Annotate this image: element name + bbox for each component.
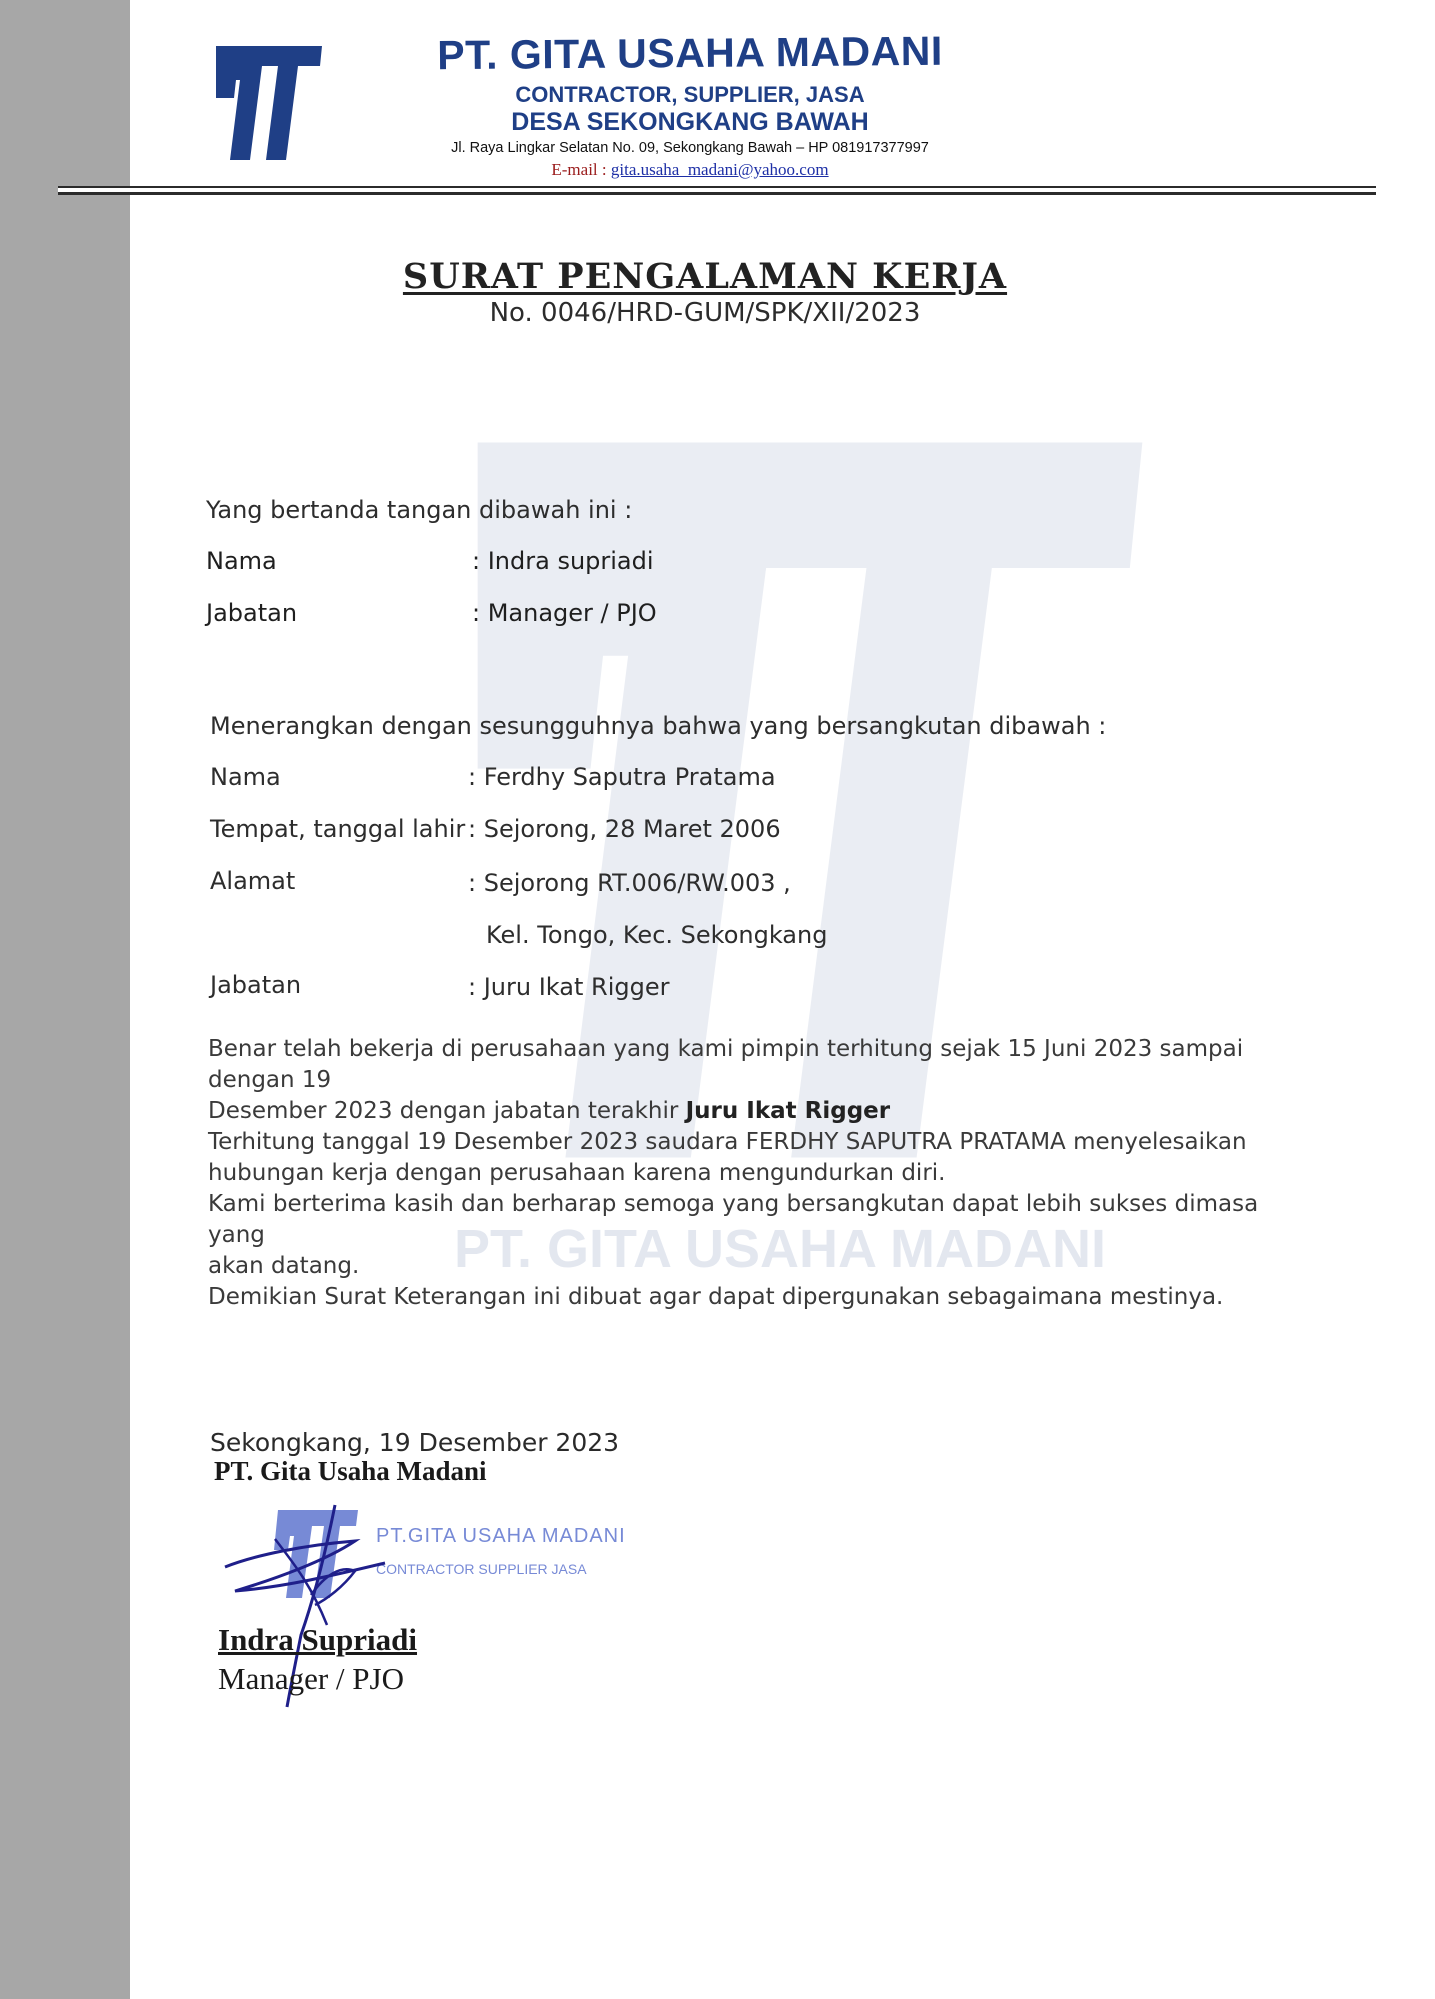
signatory-position-label: Jabatan — [206, 599, 298, 627]
place-and-date: Sekongkang, 19 Desember 2023 — [210, 1428, 620, 1457]
left-margin-band — [0, 0, 130, 1999]
signatory-name-value: : Indra supriadi — [472, 547, 654, 575]
company-address: Jl. Raya Lingkar Selatan No. 09, Sekongkang Bawah – HP 081917377997 — [451, 140, 929, 156]
paragraph-line: Kami berterima kasih dan berharap semoga yang bersangkutan dapat lebih sukses dimasa yang — [208, 1191, 1259, 1248]
email-label: E-mail : — [551, 160, 611, 179]
document-number: No. 0046/HRD-GUM/SPK/XII/2023 — [489, 298, 921, 328]
company-name: PT. GITA USAHA MADANI — [437, 27, 943, 79]
paragraph-line: Demikian Surat Keterangan ini dibuat agar dapat dipergunakan sebagaimana mestinya. — [208, 1284, 1224, 1310]
last-position-bold: Juru Ikat Rigger — [685, 1098, 891, 1124]
employee-name-value: : Ferdhy Saputra Pratama — [468, 763, 776, 791]
letterhead-divider — [58, 186, 1376, 195]
company-logo-icon — [210, 42, 328, 164]
employee-position-label: Jabatan — [210, 971, 302, 999]
signatory-intro: Yang bertanda tangan dibawah ini : — [206, 496, 633, 524]
closing-company-name: PT. Gita Usaha Madani — [214, 1456, 487, 1486]
employment-paragraph — [208, 1034, 1308, 1189]
paragraph-line: akan datang. — [208, 1253, 360, 1279]
thanks-paragraph — [208, 1189, 1308, 1282]
stamp-text-top: PT.GITA USAHA MADANI — [376, 1525, 626, 1547]
company-business-lines: CONTRACTOR, SUPPLIER, JASA — [515, 82, 865, 107]
employee-name-label: Nama — [210, 763, 281, 791]
company-email-line — [440, 160, 940, 180]
paragraph-line: hubungan kerja dengan perusahaan karena mengundurkan diri. — [208, 1160, 946, 1186]
stamp-text-bottom: CONTRACTOR SUPPLIER JASA — [376, 1561, 587, 1577]
paragraph-line — [208, 1096, 1308, 1127]
employee-address-line2: Kel. Tongo, Kec. Sekongkang — [486, 921, 828, 949]
employee-birth-label: Tempat, tanggal lahir — [210, 815, 466, 843]
paragraph-line: Terhitung tanggal 19 Desember 2023 saudara FERDHY SAPUTRA PRATAMA menyelesaikan — [208, 1129, 1247, 1155]
employee-birth-value: : Sejorong, 28 Maret 2006 — [468, 815, 781, 843]
employee-intro: Menerangkan dengan sesungguhnya bahwa yang bersangkutan dibawah : — [210, 712, 1107, 740]
signer-position: Manager / PJO — [218, 1661, 404, 1696]
paragraph-text: Desember 2023 dengan jabatan terakhir — [208, 1098, 686, 1124]
closing-paragraph — [208, 1282, 1308, 1313]
signer-name: Indra Supriadi — [218, 1622, 418, 1657]
paragraph-line: Benar telah bekerja di perusahaan yang kami pimpin terhitung sejak 15 Juni 2023 sampai dengan 19 — [208, 1036, 1244, 1093]
signatory-name-label: Nama — [206, 547, 277, 575]
signatory-position-value: : Manager / PJO — [472, 599, 657, 627]
employee-address-label: Alamat — [210, 867, 296, 895]
employee-position-value: : Juru Ikat Rigger — [468, 973, 670, 1001]
document-title: SURAT PENGALAMAN KERJA — [402, 256, 1008, 297]
employee-address-line1: : Sejorong RT.006/RW.003 , — [468, 869, 791, 897]
watermark-text: PT. GITA USAHA MADANI — [454, 1219, 1106, 1279]
email-link[interactable]: gita.usaha_madani@yahoo.com — [610, 160, 829, 179]
company-location: DESA SEKONGKANG BAWAH — [511, 108, 869, 136]
